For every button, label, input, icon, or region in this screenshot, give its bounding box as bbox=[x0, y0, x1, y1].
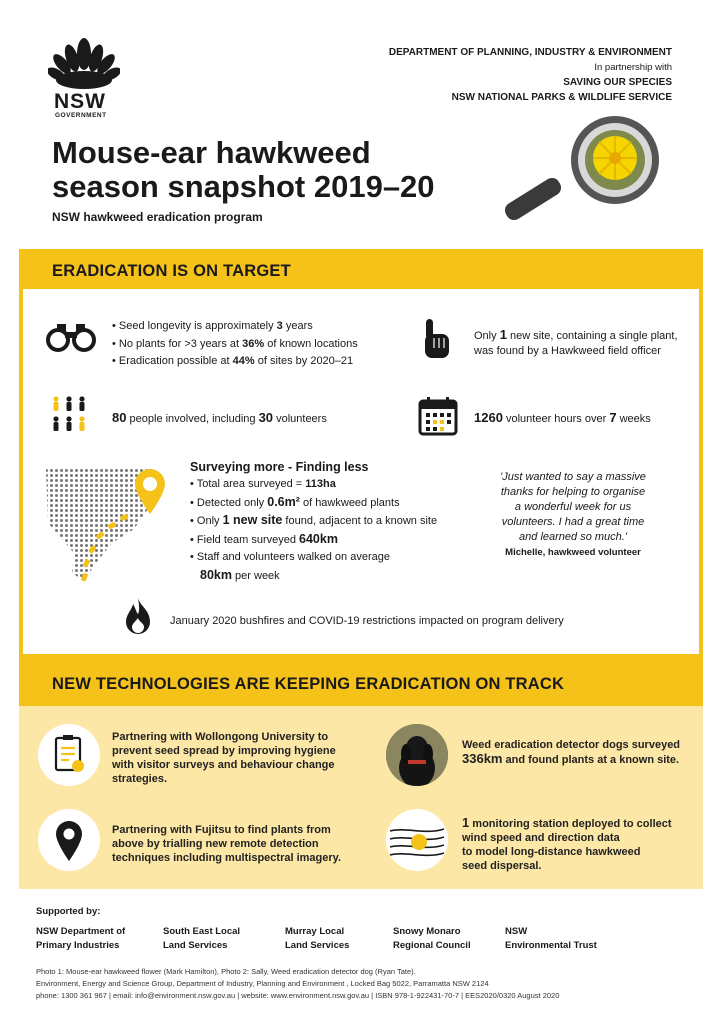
list-item: • Staff and volunteers walked on average 80km per week bbox=[190, 549, 480, 585]
list-item: • Eradication possible at 44% of sites by 2020–21 bbox=[112, 353, 412, 371]
volunteer-quote bbox=[478, 470, 668, 558]
page-subtitle: NSW hawkweed eradication program bbox=[52, 210, 263, 224]
waratah-logo-icon bbox=[48, 36, 120, 92]
list-item: • Detected only 0.6m² of hawkweed plants bbox=[190, 494, 480, 513]
footer-fine-print bbox=[36, 966, 696, 1002]
wollongong-text: Partnering with Wollongong University to prevent seed spread by improving hygiene with visitor surveys and behaviour change strategies. bbox=[112, 731, 336, 785]
people-stat: 80 people involved, including 30 volunteers bbox=[112, 410, 327, 425]
clipboard-icon-circle bbox=[38, 724, 100, 786]
surveying-list bbox=[190, 476, 480, 585]
wind-icon-circle bbox=[386, 809, 448, 871]
surveying-block bbox=[190, 460, 480, 585]
nsw-government-logo bbox=[48, 36, 120, 119]
list-item: • Seed longevity is approximately 3 years bbox=[112, 318, 412, 336]
list-item: • Field team surveyed 640km bbox=[190, 531, 480, 550]
map-pin-icon bbox=[132, 466, 168, 516]
seed-stats-list bbox=[112, 318, 412, 371]
new-site-stat: Only 1 new site, containing a single plant, was found by a Hawkweed field officer bbox=[474, 327, 678, 357]
partner-snowy-monaro: Snowy Monaro Regional Council bbox=[393, 926, 471, 951]
department-name: DEPARTMENT OF PLANNING, INDUSTRY & ENVIRONMENT bbox=[388, 47, 672, 58]
surveying-heading: Surveying more - Finding less bbox=[190, 460, 369, 474]
quote-text: 'Just wanted to say a massive thanks for helping to organise a wonderful week for us volunteers. I had a great time and learned so much.' bbox=[500, 471, 646, 543]
pointing-hand-icon bbox=[422, 318, 452, 360]
monitoring-station-text: 1 monitoring station deployed to collect wind speed and direction data to model long-distance hawkweed seed dispersal. bbox=[462, 815, 672, 872]
page-title bbox=[52, 136, 435, 204]
partnership-label: In partnership with bbox=[594, 62, 672, 73]
supported-by-label: Supported by: bbox=[36, 906, 101, 917]
list-item: • Total area surveyed = 113ha bbox=[190, 476, 480, 494]
clipboard-icon bbox=[38, 724, 100, 786]
location-pin-circle bbox=[38, 809, 100, 871]
partner-south-east-lls: South East Local Land Services bbox=[163, 926, 241, 951]
location-pin-icon bbox=[38, 809, 100, 871]
partner-dpi: NSW Department of Primary Industries bbox=[36, 926, 126, 951]
photo-credit: Photo 1: Mouse-ear hawkweed flower (Mark Hamilton), Photo 2: Sally, Weed eradication detector dog (Ryan Tate). bbox=[36, 967, 416, 976]
list-item: • Only 1 new site found, adjacent to a known site bbox=[190, 512, 480, 531]
calendar-icon bbox=[418, 396, 458, 436]
partner-murray-lls: Murray Local Land Services bbox=[285, 926, 350, 951]
binoculars-icon bbox=[45, 322, 97, 352]
fire-icon bbox=[122, 596, 154, 636]
people-icon bbox=[52, 396, 92, 436]
department-block bbox=[389, 45, 672, 105]
detector-dog-photo bbox=[386, 724, 448, 786]
logo-subtext: GOVERNMENT bbox=[55, 112, 107, 119]
magnifier-flower-icon bbox=[498, 110, 668, 230]
partner-saving-our-species: SAVING OUR SPECIES bbox=[563, 77, 672, 88]
logo-text: NSW bbox=[54, 90, 106, 113]
bushfire-note: January 2020 bushfires and COVID-19 restrictions impacted on program delivery bbox=[170, 615, 564, 627]
wind-icon bbox=[386, 809, 448, 871]
address: Environment, Energy and Science Group, Department of Industry, Planning and Environment , Locked Bag 5022, Parramatta NSW 2124 bbox=[36, 979, 489, 988]
section-eradication-heading: ERADICATION IS ON TARGET bbox=[52, 262, 291, 280]
list-item: • No plants for >3 years at 36% of known locations bbox=[112, 336, 412, 354]
partner-environmental-trust: NSW Environmental Trust bbox=[505, 926, 597, 951]
dog-icon bbox=[386, 724, 448, 786]
quote-attribution: Michelle, hawkweed volunteer bbox=[505, 547, 641, 558]
detector-dog-text: Weed eradication detector dogs surveyed 336km and found plants at a known site. bbox=[462, 739, 681, 766]
section-technologies-heading: NEW TECHNOLOGIES ARE KEEPING ERADICATION ON TRACK bbox=[52, 675, 565, 693]
title-line-2: season snapshot 2019–20 bbox=[52, 169, 435, 204]
contact-line: phone: 1300 361 967 | email: info@environment.nsw.gov.au | website: www.environment.nsw.gov.au | ISBN 978-1-922431-70-7 | EES2020/0320 August 2020 bbox=[36, 991, 560, 1000]
volunteer-hours-stat: 1260 volunteer hours over 7 weeks bbox=[474, 410, 651, 425]
fujitsu-text: Partnering with Fujitsu to find plants from above by trialling new remote detection techniques including multispectral imagery. bbox=[112, 824, 342, 864]
title-line-1: Mouse-ear hawkweed bbox=[52, 135, 371, 170]
partner-npws: NSW NATIONAL PARKS & WILDLIFE SERVICE bbox=[451, 92, 672, 103]
